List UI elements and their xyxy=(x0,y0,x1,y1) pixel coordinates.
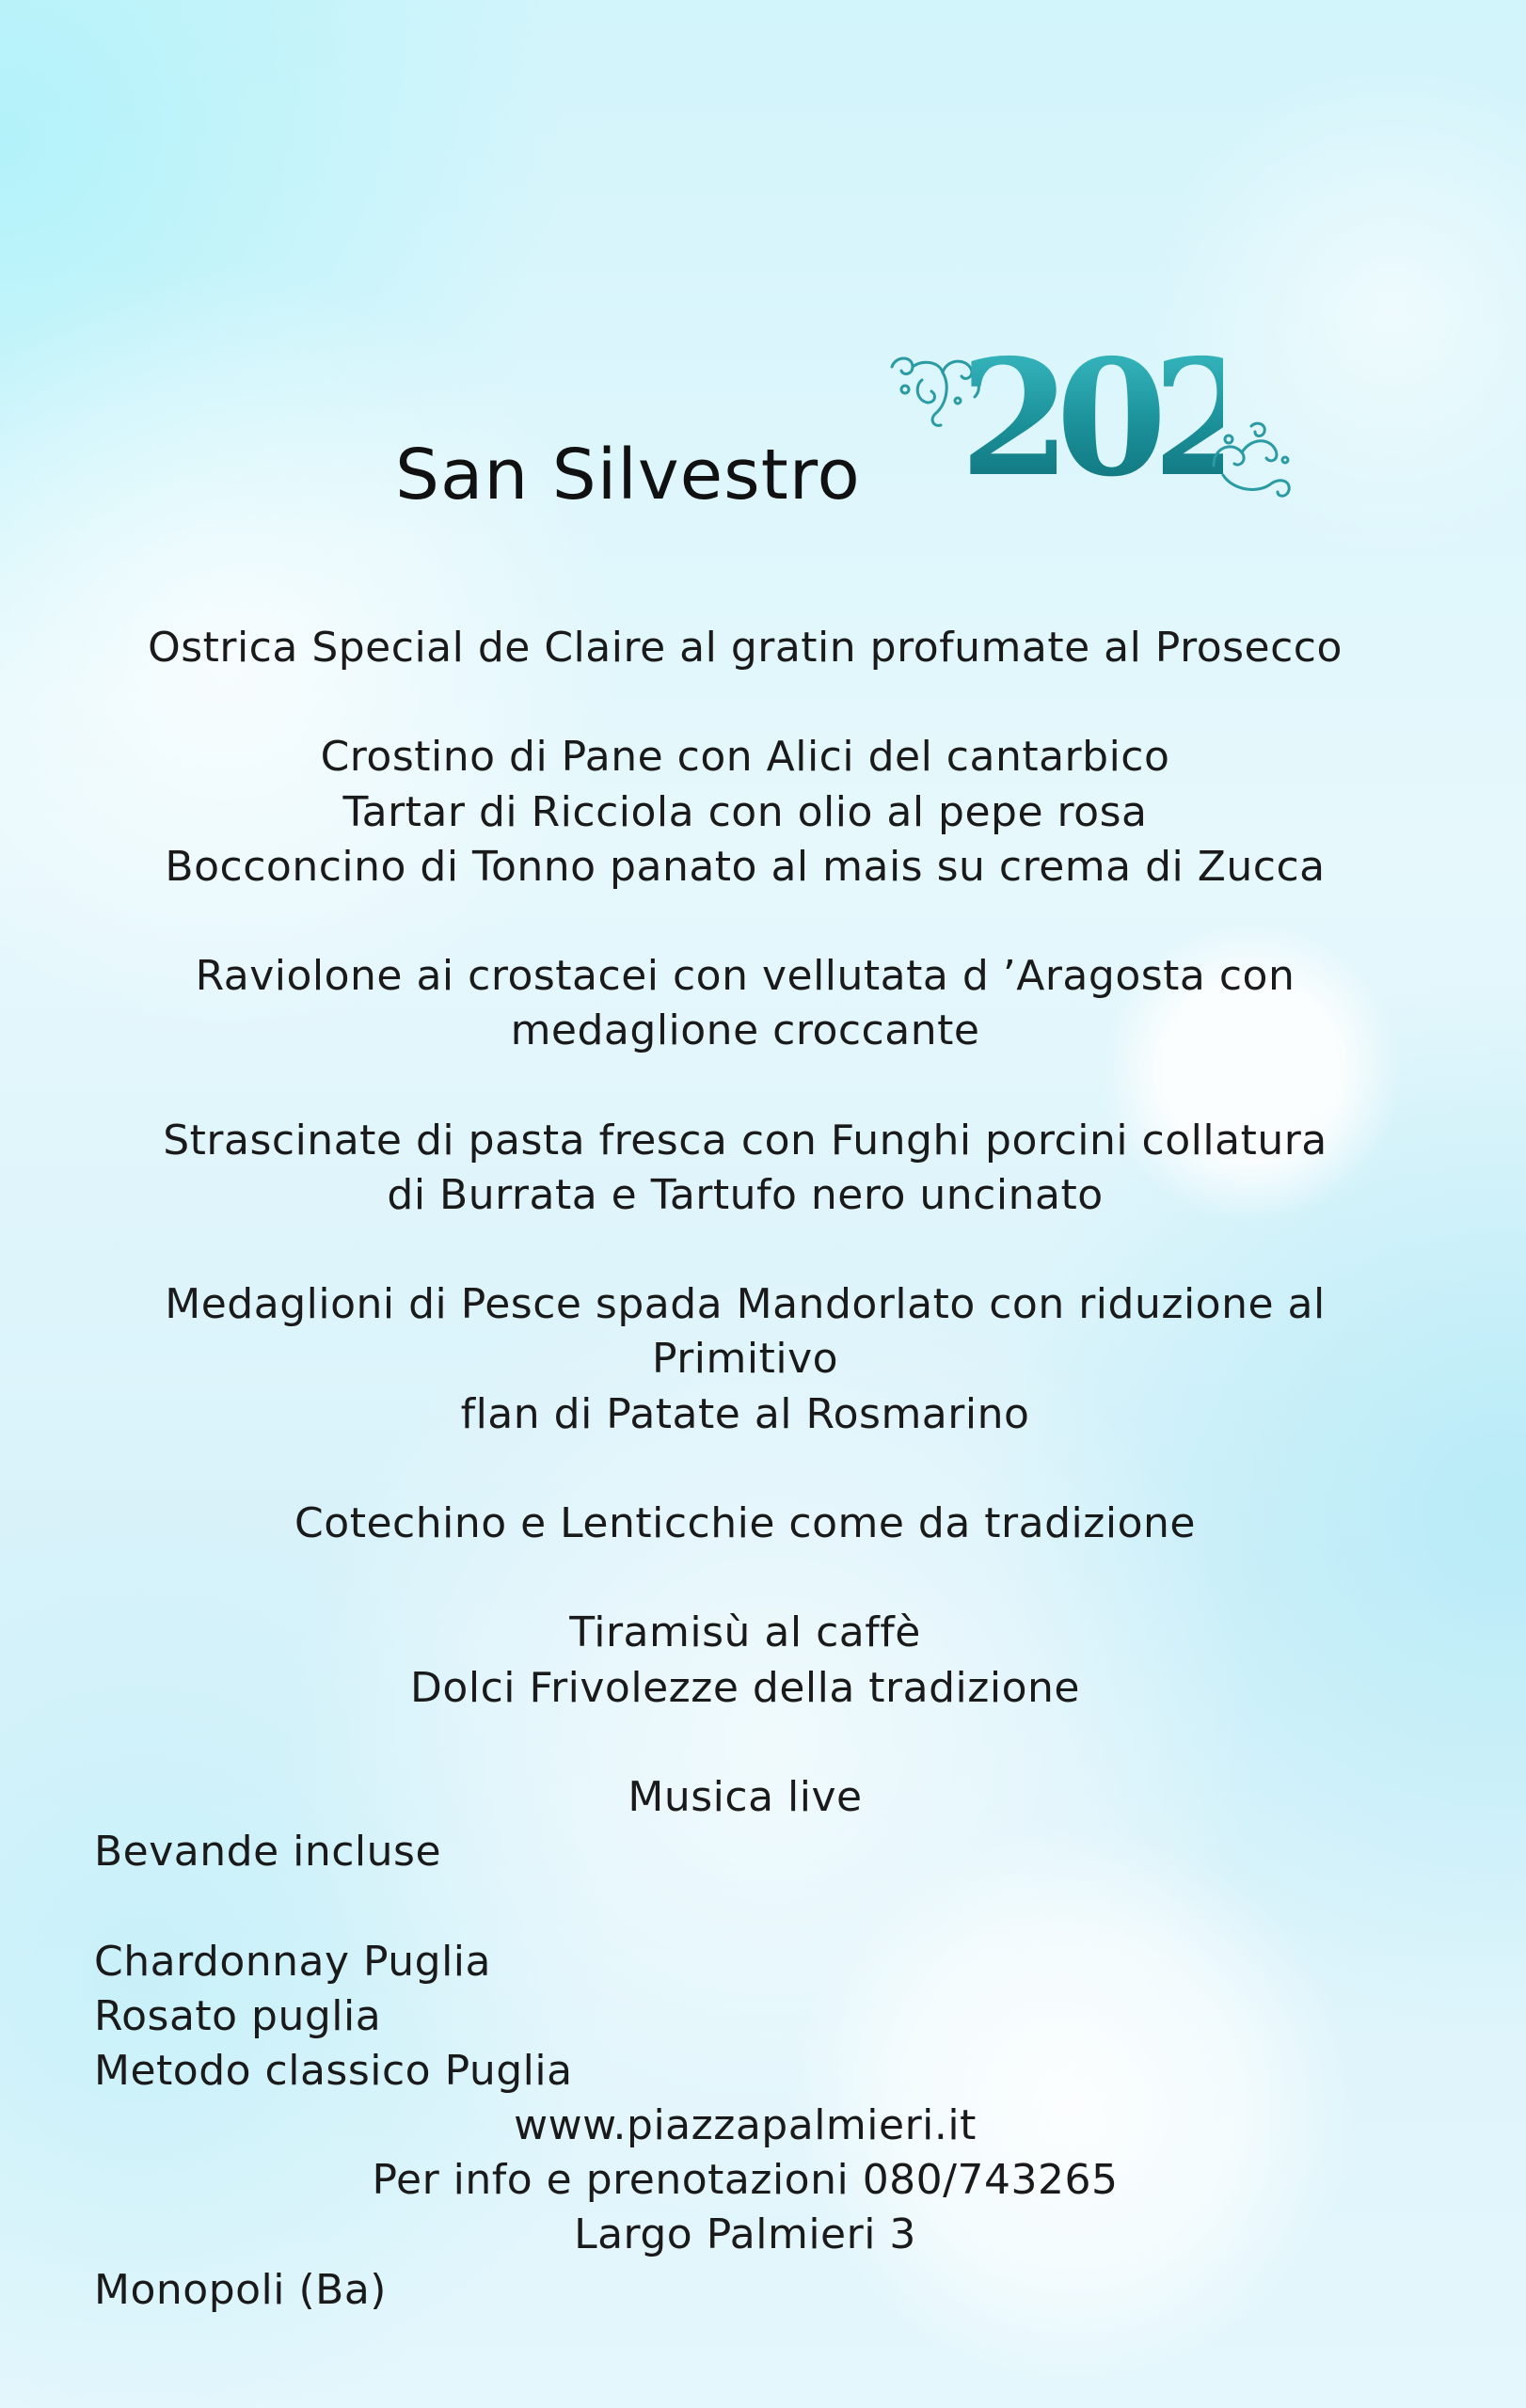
menu-item-starter: Ostrica Special de Claire al gratin profumate al Prosecco xyxy=(148,624,1343,672)
menu-item-first-course: medaglione croccante xyxy=(510,1006,980,1055)
drinks-heading: Bevande incluse xyxy=(94,1828,442,1877)
menu-item-dessert: Tiramisù al caffè xyxy=(569,1608,921,1657)
menu-item-dessert: Dolci Frivolezze della tradizione xyxy=(410,1663,1080,1712)
music-note: Musica live xyxy=(628,1772,863,1821)
drink-item: Rosato puglia xyxy=(94,1991,382,2040)
drink-item: Chardonnay Puglia xyxy=(94,1937,491,1986)
menu-item-appetizer: Bocconcino di Tonno panato al mais su crema di Zucca xyxy=(165,842,1326,891)
year-badge xyxy=(884,325,1345,513)
city: Monopoli (Ba) xyxy=(94,2265,387,2314)
drink-item: Metodo classico Puglia xyxy=(94,2046,573,2095)
menu-item-appetizer: Tartar di Ricciola con olio al pepe rosa xyxy=(342,787,1148,836)
menu-item-second-first-course: di Burrata e Tartufo nero uncinato xyxy=(387,1170,1104,1219)
menu-item-first-course: Raviolone ai crostacei con vellutata d ’Aragosta con xyxy=(195,952,1296,1001)
menu-item-appetizer: Crostino di Pane con Alici del cantarbico xyxy=(320,733,1170,782)
address: Largo Palmieri 3 xyxy=(574,2210,916,2259)
page-title: San Silvestro xyxy=(395,435,861,515)
menu-item-tradition: Cotechino e Lenticchie come da tradizione xyxy=(294,1499,1196,1547)
menu-item-main-course: Medaglioni di Pesce spada Mandorlato con riduzione al xyxy=(165,1280,1326,1329)
menu-item-main-course: flan di Patate al Rosmarino xyxy=(460,1389,1030,1438)
menu-content xyxy=(94,621,1396,2318)
menu-item-main-course: Primitivo xyxy=(651,1335,839,1384)
menu-item-second-first-course: Strascinate di pasta fresca con Funghi porcini collatura xyxy=(163,1116,1327,1164)
swirl-ornament-right-icon xyxy=(1204,419,1298,503)
year-title: 2022 xyxy=(960,325,1345,513)
website-link[interactable]: www.piazzapalmieri.it xyxy=(514,2101,977,2150)
booking-info: Per info e prenotazioni 080/743265 xyxy=(372,2156,1119,2205)
